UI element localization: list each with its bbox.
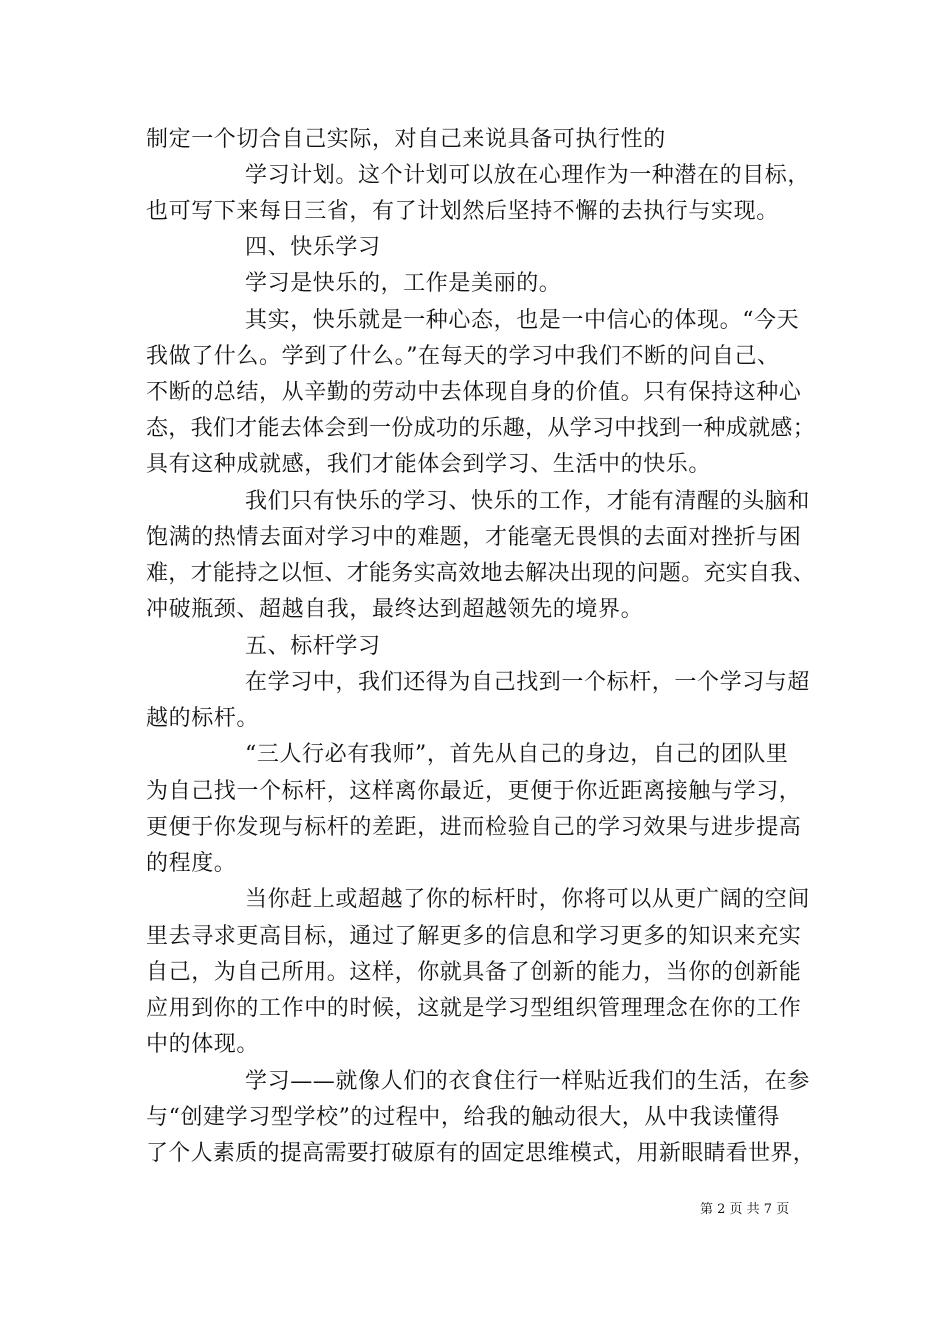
text-line-3: 也可写下来每日三省，有了计划然后坚持不懈的去执行与实现。 bbox=[146, 199, 779, 224]
text-line-19: 为自己找一个标杆，这样离你最近，更便于你近距离接触与学习， bbox=[146, 779, 802, 804]
text-line-25: 应用到你的工作中的时候，这就是学习型组织管理理念在你的工作 bbox=[146, 996, 802, 1021]
text-line-29: 了个人素质的提高需要打破原有的固定思维模式，用新眼睛看世界， bbox=[146, 1141, 816, 1166]
text-line-2: 学习计划。这个计划可以放在心理作为一种潜在的目标， bbox=[245, 163, 811, 188]
text-line-26: 中的体现。 bbox=[146, 1032, 260, 1057]
text-line-6: 其实，快乐就是一种心态，也是一中信心的体现。“今天 bbox=[245, 308, 800, 333]
text-line-1: 制定一个切合自己实际，对自己来说具备可执行性的 bbox=[146, 127, 666, 152]
text-line-7: 我做了什么。学到了什么。”在每天的学习中我们不断的问自己、 bbox=[146, 344, 780, 369]
text-line-17: 越的标杆。 bbox=[146, 706, 260, 731]
text-line-9: 态，我们才能去体会到一份成功的乐趣，从学习中找到一种成就感； bbox=[146, 416, 816, 441]
text-line-22: 当你赶上或超越了你的标杆时，你将可以从更广阔的空间 bbox=[245, 887, 811, 912]
text-line-24: 自己，为自己所用。这样，你就具备了创新的能力，当你的创新能 bbox=[146, 960, 802, 985]
text-line-11: 我们只有快乐的学习、快乐的工作，才能有清醒的头脑和 bbox=[245, 489, 811, 514]
text-line-27: 学习——就像人们的衣食住行一样贴近我们的生活，在参 bbox=[245, 1069, 811, 1094]
text-line-23: 里去寻求更高目标，通过了解更多的信息和学习更多的知识来充实 bbox=[146, 924, 802, 949]
section-heading-five: 五、标杆学习 bbox=[245, 634, 381, 659]
section-heading-four: 四、快乐学习 bbox=[245, 235, 381, 260]
text-line-20: 更便于你发现与标杆的差距，进而检验自己的学习效果与进步提高 bbox=[146, 815, 802, 840]
text-line-16: 在学习中，我们还得为自己找到一个标杆，一个学习与超 bbox=[245, 670, 811, 695]
text-line-8: 不断的总结，从辛勤的劳动中去体现自身的价值。只有保持这种心 bbox=[146, 380, 802, 405]
text-line-12: 饱满的热情去面对学习中的难题，才能毫无畏惧的去面对挫折与困 bbox=[146, 525, 802, 550]
text-line-18: “三人行必有我师”，首先从自己的身边，自己的团队里 bbox=[245, 742, 789, 767]
text-line-21: 的程度。 bbox=[146, 851, 237, 876]
text-line-5: 学习是快乐的，工作是美丽的。 bbox=[245, 271, 562, 296]
text-line-14: 冲破瓶颈、超越自我，最终达到超越领先的境界。 bbox=[146, 597, 644, 622]
text-line-10: 具有这种成就感，我们才能体会到学习、生活中的快乐。 bbox=[146, 452, 712, 477]
text-line-28: 与“创建学习型学校”的过程中，给我的触动很大，从中我读懂得 bbox=[146, 1105, 780, 1130]
page-number: 第 2 页 共 7 页 bbox=[700, 1202, 790, 1217]
text-line-13: 难，才能持之以恒、才能务实高效地去解决出现的问题。充实自我、 bbox=[146, 561, 816, 586]
